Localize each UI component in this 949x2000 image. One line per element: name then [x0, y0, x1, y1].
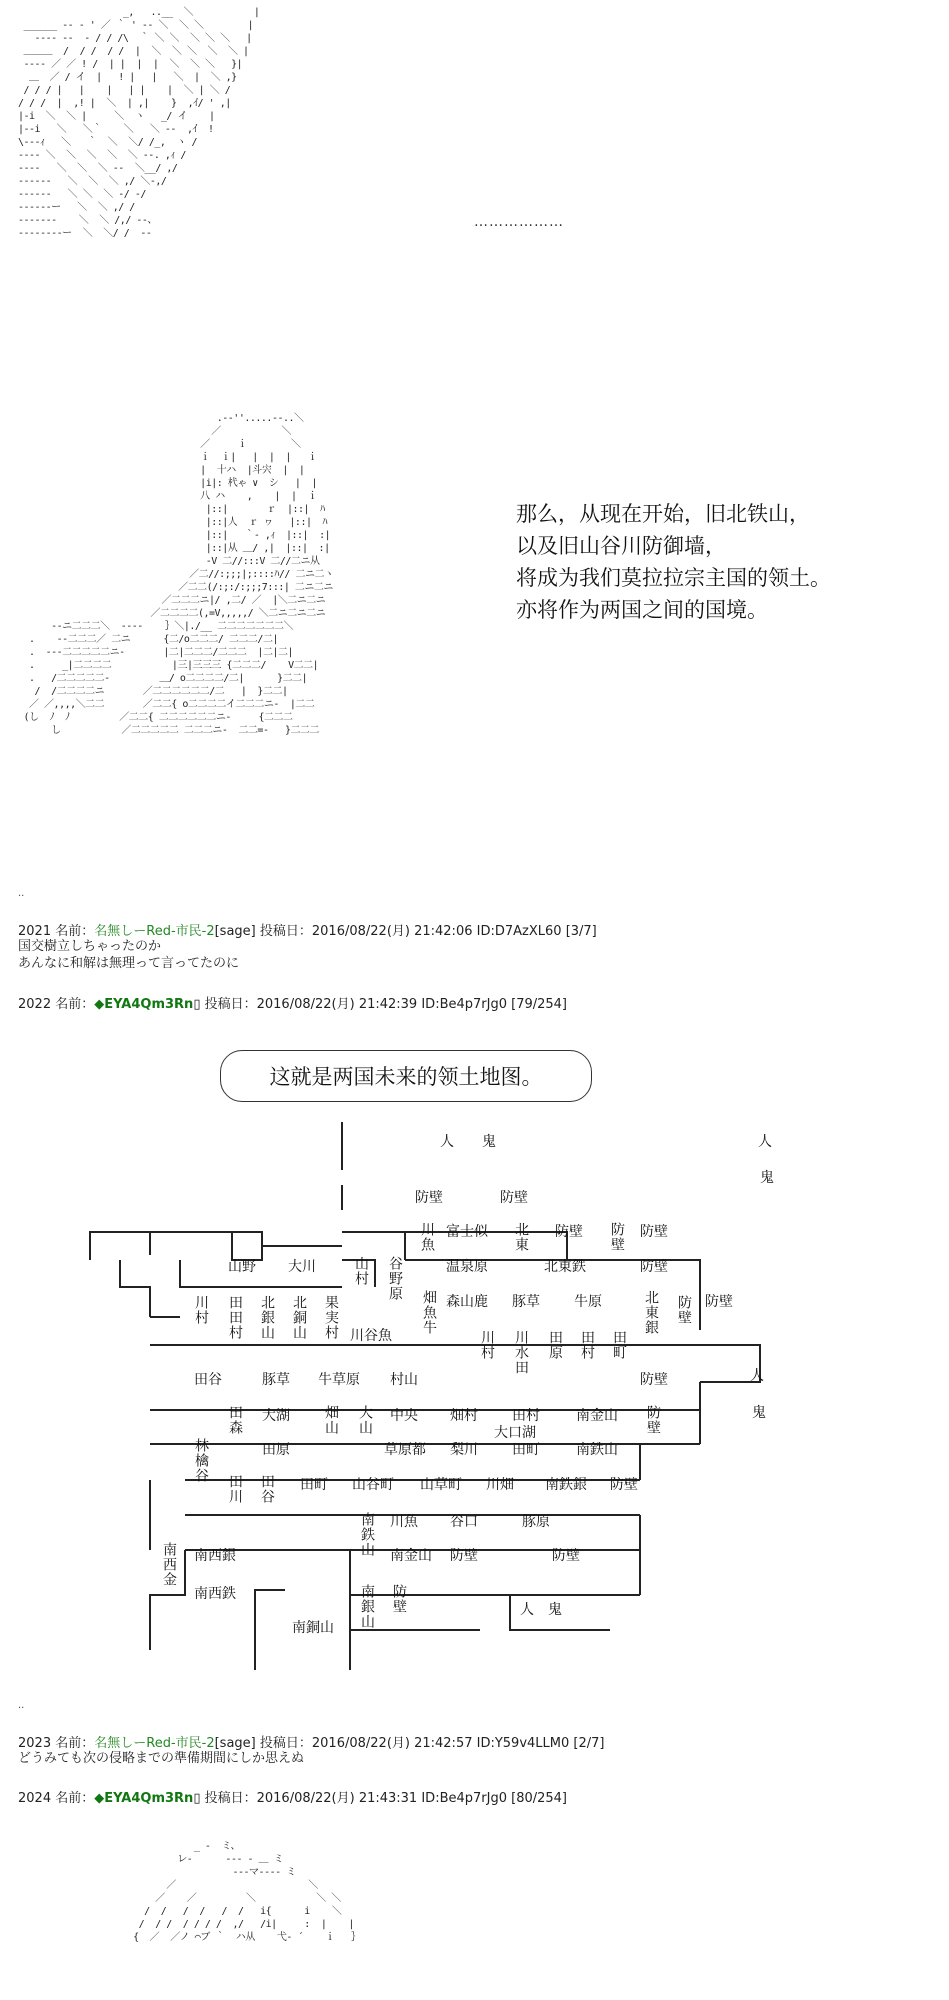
map-cell: 川魚: [390, 1514, 418, 1530]
broken-image-icon: ▯: [193, 997, 201, 1012]
post-name-label: 名前：: [55, 924, 95, 939]
map-cell: 田村: [579, 1330, 595, 1360]
post-body-2023: [18, 1750, 304, 1767]
map-cell: 田町: [512, 1442, 540, 1458]
map-cell: 牛草原: [318, 1372, 360, 1388]
map-cell: 田原: [547, 1330, 563, 1360]
map-cell: 林檎谷: [193, 1438, 209, 1483]
post-line: あんなに和解は無理って言ってたのに: [18, 956, 240, 971]
post-date: 投稿日：2016/08/22(月) 21:42:06: [259, 924, 473, 939]
map-cell: 川谷魚: [350, 1328, 392, 1344]
map-cell: 南西鉄: [194, 1586, 236, 1602]
map-cell: 防壁: [552, 1548, 580, 1564]
map-cell: 南鉄銀: [545, 1477, 587, 1493]
map-cell: 豚草: [262, 1372, 290, 1388]
post-header-2023: [18, 1732, 605, 1751]
map-cell: 南西金: [161, 1542, 177, 1587]
map-cell: 南西銀: [194, 1548, 236, 1564]
post-count: [2/7]: [573, 1736, 605, 1751]
post-line: どうみても次の侵略までの準備期間にしか思えぬ: [18, 1751, 305, 1766]
map-cell: 防壁: [415, 1190, 443, 1206]
map-cell: 山谷町: [352, 1477, 394, 1493]
ascii-art-figure-top: _, ..__ ＼ | ______ -‐ ‐ ' ／ ｀ ' ‐- ＼ ＼ ＼ | ---- -- ‐ / / /\ ｀ ＼ ＼ ＼ ＼ ＼ | ＿＿＿ / / / / / | ＼ ＼ ＼ ＼ ＼ | ---- ／ ／ ! / | | | | ＼ ＼ ＼ }| ＿ ／ / イ | ! | | ＼ | ＼ ,} / / / | | | | | | ＼ | ＼ / / / / | ,! | ＼ | ,| } ,ｲ/ ' ,| |-i ＼ ＼ | ＼ ヽ _/ イ | |--i ＼ ＼｀ ＼ ＼ ‐- ,ｲ ! \---ｨ ＼ ｀ ＼ ＼/ /_, ヽ / ---‐ ＼ ＼ ＼ ＼ ＼ ‐-. ,ｨ / ---- ＼ ＼ ＼ ‐- ＼__/ ,/ ------ ＼ ＼ ＼ ,/ ＼-,/ ------ ＼ ＼ ＼ ‐/ ‐/ ------ー ＼ ＼ ,/ / ------- ＼ ＼ /,/ ‐‐、 --------ー ＼ ＼/ / ‐‐: [18, 7, 260, 239]
map-cell: 防壁: [609, 1222, 625, 1252]
map-cell: 豚原: [522, 1514, 550, 1530]
map-cell: 田原: [262, 1442, 290, 1458]
separator-dots: ..: [18, 1700, 25, 1711]
post-header-2021: [18, 920, 597, 939]
oni-label-right-mid-2: 鬼: [752, 1405, 766, 1421]
map-cell: 田川: [227, 1474, 243, 1504]
oni-label-right-top-2: 鬼: [760, 1170, 774, 1186]
map-cell: 防壁: [676, 1295, 692, 1325]
map-cell: 田町: [611, 1330, 627, 1360]
post-name-label: 名前：: [55, 1791, 95, 1806]
map-cell: 防壁: [645, 1405, 661, 1435]
dialog-line: 亦将作为两国之间的国境。: [516, 598, 768, 622]
map-cell: 防壁: [610, 1477, 638, 1493]
map-cell: 川畑: [486, 1477, 514, 1493]
bubble-text: 这就是两国未来的领土地图。: [269, 1065, 543, 1089]
map-cell: 草原都: [384, 1442, 426, 1458]
map-cell: 谷野原: [387, 1256, 403, 1301]
map-line: [232, 1232, 262, 1260]
map-cell: 防壁: [705, 1294, 733, 1310]
map-cell: 山草町: [420, 1477, 462, 1493]
post-number[interactable]: 2021: [18, 924, 52, 939]
map-cell: 牛原: [574, 1294, 602, 1310]
post-date: 投稿日：2016/08/22(月) 21:43:31: [204, 1791, 418, 1806]
map-cell: 川水田: [513, 1330, 529, 1375]
map-cell: 南銀山: [359, 1584, 375, 1629]
map-cell: 川魚: [419, 1222, 435, 1252]
poster-name: 名無しーRed-市民-2: [94, 924, 215, 939]
map-cell: 防壁: [555, 1224, 583, 1240]
post-header-2022: [18, 993, 567, 1012]
map-cell: 大川: [288, 1259, 316, 1275]
map-cell: 大口湖: [494, 1425, 536, 1441]
ascii-art-figure-middle: .-‐''.....‐-..＼ ／ ＼ ／ ｉ ＼ ｉ ｉ| | | | ｉ | 十ハ |斗宍 | | |i|: 杙ゃ ∨ シ | | 八 ハ , | | ｉ |::| ｒ |::| ﾊ |::|人 ｒ ヮ |::| ﾊ |::| ｀‐ ,ｨ |::| :| |::|从 ＿/ ,| |::| :| -V 二//:::V 二//二ニ从 ／二//:;;;|;::::ﾊ// 二ニ二ヽ ／二二(/:;:/:;;;7:::| 二ニ二ニ ／二二二ニ|/ ,二/ ／ |＼二ニ二ニ ／二二二二(,=V,,,,,/ ＼二ニ二ニ二ニ -‐ニ二二二＼ ‐‐‐‐ ｝＼|./__ 二二二二二二二＼ . -‐二二二／ 二ニ {二/o二二二/ 二二二/二| . --‐二二二二二ニ‐ |二|二二二/二二二 |二|二| . _|二二二二 |三|三三三 {二二二/ V二二| . /二二二二二‐ ＿/ o二二二二/二| }二二| / /二二二二ニ ／二二二二二二/二 | }二二| ／ ／,,,,＼二二 ／二二{ o二二二二イ二二二ニ- |二二 (し ﾉ ﾉ ／二二{ 二二二二二二ニ- {二二二 し ／二二二二二 二二二ニ- 二二=- }二二二: [23, 413, 334, 736]
map-cell: 田森: [227, 1405, 243, 1435]
poster-trip: ◆EYA4Qm3Rn: [94, 1791, 194, 1806]
post-mail[interactable]: [sage]: [214, 924, 256, 939]
map-cell: 防壁: [640, 1259, 668, 1275]
map-cell: 大山: [357, 1405, 373, 1435]
map-cell: 川村: [479, 1330, 495, 1360]
map-cell: 山村: [353, 1256, 369, 1286]
dialog-text-1: [516, 498, 831, 626]
oni-label-right-top-1: 人: [758, 1134, 772, 1150]
map-cell: 富士似: [446, 1224, 488, 1240]
post-id[interactable]: ID:Be4p7rJg0: [421, 1791, 507, 1806]
poster-trip: ◆EYA4Qm3Rn: [94, 997, 194, 1012]
map-cell: 森山鹿: [446, 1294, 488, 1310]
map-cell: 防壁: [640, 1372, 668, 1388]
post-id[interactable]: ID:Y59v4LLM0: [476, 1736, 570, 1751]
post-date: 投稿日：2016/08/22(月) 21:42:57: [259, 1736, 473, 1751]
poster-name: 名無しーRed-市民-2: [94, 1736, 215, 1751]
map-cell: 田村: [512, 1408, 540, 1424]
map-cell: 畑山: [323, 1405, 339, 1435]
map-cell: 果実村: [323, 1295, 339, 1340]
map-cell: 南金山: [576, 1408, 618, 1424]
map-cell: 中央: [390, 1408, 418, 1424]
map-cell: 北銀山: [259, 1295, 275, 1340]
oni-label-top: 人 鬼: [440, 1134, 496, 1150]
map-cell: 温泉原: [446, 1259, 488, 1275]
map-cell: 南銅山: [292, 1620, 334, 1636]
map-line: [90, 1232, 150, 1260]
post-count: [3/7]: [565, 924, 597, 939]
post-id[interactable]: ID:D7AzXL60: [476, 924, 562, 939]
post-id[interactable]: ID:Be4p7rJg0: [421, 997, 507, 1012]
dialog-line: 将成为我们莫拉拉宗主国的领土。: [516, 566, 831, 590]
post-date: 投稿日：2016/08/22(月) 21:42:39: [204, 997, 418, 1012]
map-line: [120, 1260, 150, 1317]
post-count: [80/254]: [511, 1791, 568, 1806]
top-ellipsis: ………………: [474, 214, 564, 230]
map-cell: 防壁: [391, 1584, 407, 1614]
map-cell: 谷口: [450, 1514, 478, 1530]
map-cell: 南鉄山: [576, 1442, 618, 1458]
map-cell: 北東鉄: [544, 1259, 586, 1275]
map-cell: 畑魚牛: [421, 1290, 437, 1335]
map-cell: 大湖: [262, 1408, 290, 1424]
dialog-line: 以及旧山谷川防御墙，: [516, 534, 726, 558]
map-cell: 梨川: [450, 1442, 478, 1458]
map-cell: 田町: [300, 1477, 328, 1493]
map-cell: 防壁: [500, 1190, 528, 1206]
map-cell: 田谷: [259, 1474, 275, 1504]
separator-dots: ..: [18, 888, 25, 899]
oni-label-bottom: 人 鬼: [520, 1602, 562, 1618]
post-line: 国交樹立しちゃったのか: [18, 939, 162, 954]
ascii-art-figure-bottom: _ - ミ、 レ‐ ‐‐‐ ‐ ＿ ミ ‐‐‐マ‐‐‐‐ ミ ／ ＼ ／ ／ ＼ ＼ ＼ / / / / / / i{ i ＼ / / / / / / / ,/ /i| : | | { ／ ／ノ ⌒ブ ｀ ハ从 弋‐ ´ ｉ ｝: [133, 1841, 361, 1943]
map-cell: 田田村: [227, 1295, 243, 1340]
dialog-line: 那么，从现在开始，旧北铁山，: [516, 502, 810, 526]
oni-label-right-mid-1: 人: [750, 1368, 764, 1384]
map-cell: 北東: [513, 1222, 529, 1252]
map-cell: 南鉄山: [359, 1512, 375, 1557]
post-mail[interactable]: [sage]: [214, 1736, 256, 1751]
post-name-label: 名前：: [55, 1736, 95, 1751]
post-count: [79/254]: [511, 997, 568, 1012]
post-header-2024: [18, 1787, 567, 1806]
map-cell: 北東銀: [643, 1290, 659, 1335]
map-cell: 村山: [390, 1372, 418, 1388]
map-cell: 畑村: [450, 1408, 478, 1424]
territory-map-lines: [0, 1110, 949, 1670]
post-body-2021: [18, 938, 239, 972]
post-number[interactable]: 2023: [18, 1736, 52, 1751]
map-cell: 川村: [193, 1295, 209, 1325]
map-cell: 豚草: [512, 1294, 540, 1310]
map-cell: 南金山: [390, 1548, 432, 1564]
map-cell: 山野: [228, 1259, 256, 1275]
map-line: [180, 1260, 202, 1287]
map-cell: 防壁: [450, 1548, 478, 1564]
post-name-label: 名前：: [55, 997, 95, 1012]
map-cell: 防壁: [640, 1224, 668, 1240]
broken-image-icon: ▯: [193, 1791, 201, 1806]
map-cell: 田谷: [194, 1372, 222, 1388]
post-number[interactable]: 2024: [18, 1791, 52, 1806]
speech-bubble: [220, 1050, 592, 1102]
post-number[interactable]: 2022: [18, 997, 52, 1012]
map-cell: 北銅山: [291, 1295, 307, 1340]
